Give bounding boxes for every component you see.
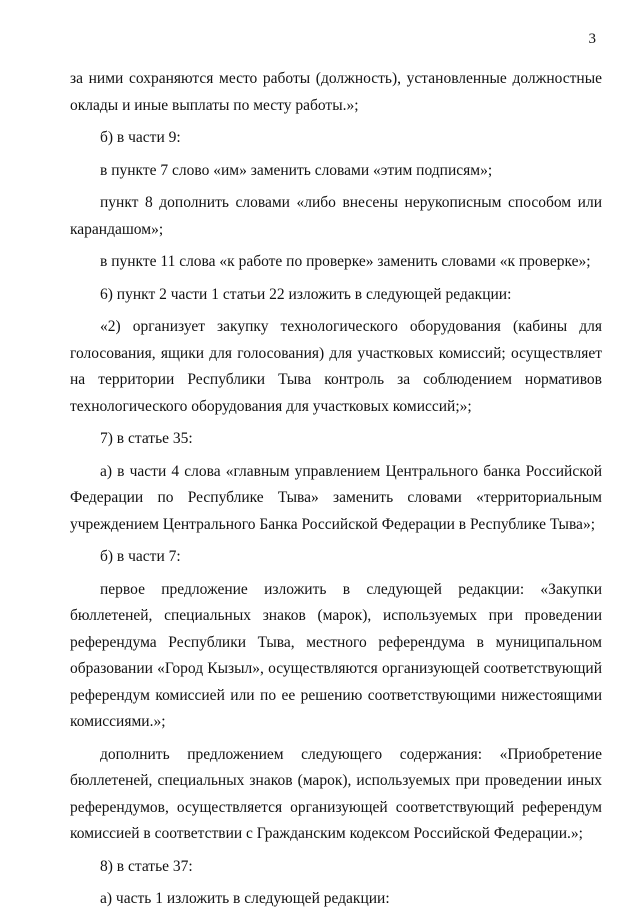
paragraph: за ними сохраняются место работы (должность), установленные должностные оклады и иные выплаты по месту работы.»; — [70, 70, 602, 114]
paragraph: а) часть 1 изложить в следующей редакции: — [100, 890, 390, 907]
paragraph: 8) в статье 37: — [100, 857, 193, 875]
document-body — [70, 66, 602, 913]
paragraph: б) в части 9: — [100, 129, 181, 146]
paragraph: 7) в статье 35: — [100, 430, 193, 447]
paragraph: 6) пункт 2 части 1 статьи 22 изложить в следующей редакции: — [100, 285, 512, 303]
paragraph: дополнить предложением следующего содержания: «Приобретение бюллетеней, специальных знаков (марок), используемых при проведении иных референдумов, осуществляется организующей соответствующий референдум комиссией в соответствии с Гражданским кодексом Российской Федерации.»; — [70, 745, 602, 842]
paragraph: первое предложение изложить в следующей редакции: «Закупки бюллетеней, специальных знаков (марок), используемых при проведении референдума Республики Тыва, местного референдума в муниципальном образовании «Город Кызыл», осуществляются организующей соответствующий референдум комиссией или по ее решению соответствующими нижестоящими комиссиями.»; — [70, 580, 602, 730]
paragraph: «2) организует закупку технологического оборудования (кабины для голосования, ящики для голосования) для участковых комиссий; осуществляет на территории Республики Тыва контроль за соблюдением нормативов технологического оборудования для участковых комиссий;»; — [70, 318, 602, 415]
paragraph: а) в части 4 слова «главным управлением Центрального банка Российской Федерации по Республике Тыва» заменить словами «территориальным учреждением Центрального Банка Российской Федерации в Республике Тыва»; — [70, 462, 602, 533]
paragraph: в пункте 7 слово «им» заменить словами «этим подписям»; — [100, 161, 493, 179]
paragraph: пункт 8 дополнить словами «либо внесены нерукописным способом или карандашом»; — [70, 194, 602, 238]
paragraph: б) в части 7: — [100, 548, 181, 565]
paragraph: в пункте 11 слова «к работе по проверке» заменить словами «к проверке»; — [100, 253, 591, 270]
page-number: 3 — [588, 31, 596, 47]
